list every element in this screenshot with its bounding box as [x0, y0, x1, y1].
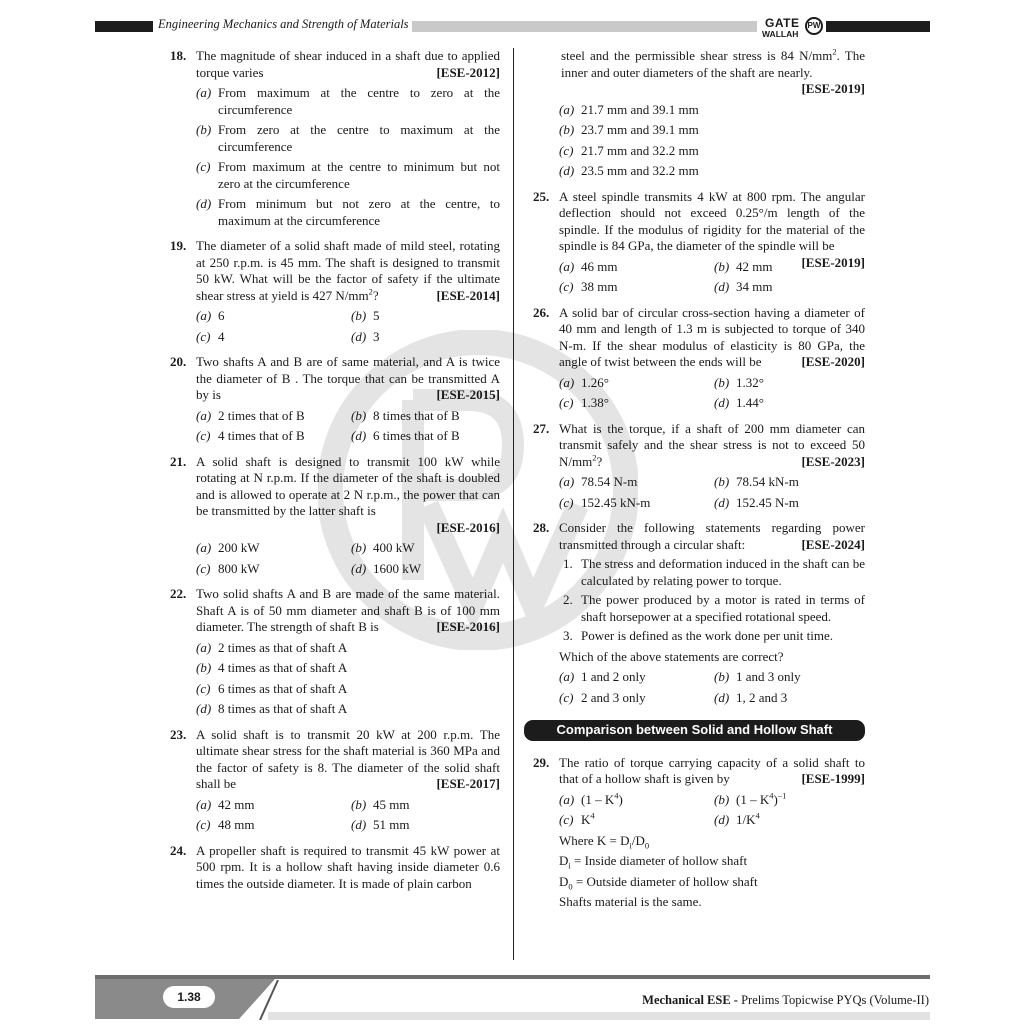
option-a: (a) From maximum at the centre to zero at the circumference [196, 85, 500, 117]
question-24 [170, 843, 500, 893]
options-list [196, 640, 500, 718]
header-book-title: Engineering Mechanics and Strength of Materials [158, 17, 409, 31]
option-c: (c) 2 and 3 only [559, 689, 646, 705]
option-a: (a) 2 times as that of shaft A [196, 639, 348, 655]
option-d: (d) 1.44° [714, 395, 764, 410]
option-a: (a) 1 and 2 only [559, 669, 646, 684]
option-b: (b) 4 times as that of shaft A [196, 660, 348, 675]
option-a: (a) $(1 - K^4)$ [559, 790, 623, 807]
exam-reference: [ESE-2023] [801, 453, 865, 469]
statement-2: 2. The power produced by a motor is rated in terms of shaft horsepower at a specified rotational speed. [563, 592, 865, 624]
option-c: (c) 1.38° [559, 395, 609, 410]
options-list [559, 102, 865, 180]
section-heading: Comparison between Solid and Hollow Shaft [524, 720, 865, 741]
option-c: (c) 48 mm [196, 817, 255, 832]
option-c: (c) 4 [196, 328, 225, 344]
statement-1: 1. The stress and deformation induced in the shaft can be calculated by relating power to torque. [563, 556, 865, 588]
option-c: (c) $K^4$ [559, 810, 595, 827]
inside-diameter-definition: $D_i$ = Inside diameter of hollow shaft [559, 853, 748, 871]
footer-book-title: Mechanical ESE - Prelims Topicwise PYQs (Volume-II) [642, 993, 929, 1007]
options-grid [559, 474, 865, 511]
right-column [533, 48, 865, 920]
question-text: The diameter of a solid shaft made of mild steel, rotating at 250 r.p.m. is 45 mm. The shaft is designed to transmit 50 kW. What will be the factor of safety if the ultimate shear stress at yield is 427 $N/mm^2$? [ESE-2014] [196, 238, 500, 303]
question-number: 20. [170, 354, 187, 369]
outside-diameter-definition: $D_0$ = Outside diameter of hollow shaft [559, 873, 758, 892]
gate-wallah-logo [762, 14, 824, 40]
page-number: 1.38 [163, 986, 215, 1008]
statements-list [559, 556, 865, 645]
options-grid [196, 308, 500, 345]
question-21 [170, 454, 500, 578]
option-b: (b) 78.54 kN-m [714, 474, 799, 489]
question-text: A solid bar of circular cross-section having a diameter of 40 mm and length of 1.3 m is subjected to torque of 340 N-m. If the shear modulus of elasticity is 80 GPa, the angle of twist between the ends will be [ESE-2020] [559, 304, 865, 369]
question-number: 19. [170, 238, 187, 253]
pw-badge-icon: PW [805, 17, 823, 35]
option-d: (d) 3 [351, 328, 380, 344]
option-b: (b) 45 mm [351, 796, 410, 812]
question-18 [170, 48, 500, 229]
column-divider [513, 48, 514, 960]
exam-reference: [ESE-1999] [801, 771, 865, 786]
question-24-continued [533, 48, 865, 180]
options-grid [559, 669, 865, 706]
material-note: Shafts material is the same. [559, 894, 702, 909]
exam-reference: [ESE-2016] [436, 619, 500, 634]
exam-reference: [ESE-2019] [801, 254, 865, 270]
question-19 [170, 238, 500, 345]
options-grid [196, 797, 500, 834]
option-d: (d) 51 mm [351, 817, 410, 832]
left-column [170, 48, 500, 901]
option-c: (c) 152.45 kN-m [559, 494, 651, 510]
question-number: 24. [170, 842, 187, 858]
option-b: (b) 1.32° [714, 374, 764, 390]
question-number: 25. [533, 188, 550, 204]
question-27 [533, 421, 865, 512]
option-b: (b) 400 kW [351, 540, 415, 555]
option-a: (a) 200 kW [196, 540, 260, 555]
exam-reference: [ESE-2024] [801, 536, 865, 552]
question-text: Two shafts A and B are of same material, and A is twice the diameter of B . The torque that can be transmitted A by is [ESE-2015] [196, 354, 500, 402]
header-bar-right [826, 21, 930, 32]
option-a: (a) 78.54 N-m [559, 474, 638, 489]
options-grid [559, 792, 865, 829]
option-a: (a) 6 [196, 308, 225, 323]
exam-reference: [ESE-2012] [436, 64, 500, 80]
question-prompt: Which of the above statements are correct? [559, 648, 784, 664]
option-d: (d) 152.45 N-m [714, 494, 799, 510]
option-b: (b) 8 times that of B [351, 407, 460, 423]
option-a: (a) 21.7 mm and 39.1 mm [559, 101, 699, 117]
option-b: (b) $(1 - K^4)^{-1}$ [714, 790, 787, 807]
option-b: (b) 1 and 3 only [714, 669, 801, 684]
where-k-definition: Where $K = D_i/D_0$ [559, 832, 650, 851]
exam-reference: [ESE-2019] [801, 81, 865, 96]
option-b: (b) 42 mm [714, 258, 773, 274]
question-text: The ratio of torque carrying capacity of a solid shaft to that of a hollow shaft is given by [ESE-1999] [559, 754, 865, 786]
option-a: (a) 1.26° [559, 374, 609, 390]
question-number: 29. [533, 754, 550, 770]
option-d: (d) 34 mm [714, 279, 773, 294]
question-20 [170, 354, 500, 445]
option-d: (d) $1/K^4$ [714, 810, 760, 827]
option-a: (a) 2 times that of B [196, 407, 305, 423]
option-d: (d) From minimum but not zero at the centre, to maximum at the circumference [196, 196, 500, 228]
footer-rule [95, 975, 930, 979]
question-text: A solid shaft is to transmit 20 kW at 200 r.p.m. The ultimate shear stress for the shaft material is 360 MPa and the factor of safety is 8. The diameter of the solid shaft shall be [ESE-2017] [196, 726, 500, 791]
option-a: (a) 46 mm [559, 258, 618, 274]
question-29 [533, 755, 865, 911]
logo-text-bottom: WALLAH [762, 29, 799, 39]
options-list [196, 85, 500, 229]
question-text: The magnitude of shear induced in a shaft due to applied torque varies [ESE-2012] [196, 48, 500, 80]
option-d: (d) 1600 kW [351, 560, 422, 576]
logo-text-top: GATE [765, 16, 800, 30]
options-grid [196, 540, 500, 577]
option-b: (b) 5 [351, 308, 380, 323]
question-number: 22. [170, 586, 187, 601]
option-b: (b) 23.7 mm and 39.1 mm [559, 122, 699, 137]
question-number: 21. [170, 453, 187, 469]
question-number: 18. [170, 48, 187, 63]
exam-reference: [ESE-2017] [436, 776, 500, 791]
exam-reference: [ESE-2020] [801, 354, 865, 369]
question-text: A solid shaft is designed to transmit 100 kW while rotating at N r.p.m. If the diameter of the shaft is doubled and is allowed to operate at 2 N r.p.m., the power that can be transmitted by the latter shaft is [196, 453, 500, 518]
option-a: (a) 42 mm [196, 796, 255, 812]
option-c: (c) 800 kW [196, 560, 260, 576]
option-c: (c) 21.7 mm and 32.2 mm [559, 142, 699, 158]
option-c: (c) 38 mm [559, 279, 618, 294]
question-23 [170, 727, 500, 834]
question-number: 27. [533, 420, 550, 436]
question-number: 28. [533, 520, 550, 535]
option-d: (d) 23.5 mm and 32.2 mm [559, 163, 699, 178]
options-grid [196, 408, 500, 445]
header-bar-left [95, 21, 153, 32]
option-d: (d) 1, 2 and 3 [714, 689, 788, 705]
header-bar-gray [412, 21, 757, 32]
exam-reference: [ESE-2016] [436, 519, 500, 535]
options-grid [559, 259, 793, 296]
question-number: 26. [533, 304, 550, 320]
question-number: 23. [170, 726, 187, 742]
option-d: (d) 6 times that of B [351, 428, 460, 443]
question-text: What is the torque, if a shaft of 200 mm diameter can transmit safely and the shear stress is not to exceed 50 $N/mm^2$? [ESE-2023] [559, 420, 865, 469]
exam-reference: [ESE-2014] [436, 287, 500, 303]
option-c: (c) 6 times as that of shaft A [196, 680, 348, 696]
question-text: A propeller shaft is required to transmit 45 kW power at 500 rpm. It is a hollow shaft having inside diameter 0.6 times the outside diameter. It is made of plain carbon [196, 842, 500, 891]
options-grid [559, 375, 865, 412]
question-text: Consider the following statements regarding power transmitted through a circular shaft: [ESE-2024] [559, 520, 865, 552]
exam-reference: [ESE-2015] [436, 387, 500, 402]
option-c: (c) 4 times that of B [196, 428, 305, 443]
question-28 [533, 520, 865, 706]
question-25 [533, 189, 865, 296]
statement-3: 3. Power is defined as the work done per unit time. [563, 628, 833, 643]
question-text: Two solid shafts A and B are made of the same material. Shaft A is of 50 mm diameter and shaft B is of 100 mm diameter. The strength of shaft B is [ESE-2016] [196, 586, 500, 634]
question-text: steel and the permissible shear stress is 84 $N/mm^2$. The inner and outer diameters of the shaft are nearly. [561, 46, 865, 80]
footer-bar-light [268, 1012, 930, 1020]
option-b: (b) From zero at the centre to maximum at the circumference [196, 122, 500, 154]
question-text: A steel spindle transmits 4 kW at 800 rpm. The angular deflection should not exceed 0.25°/m length of the spindle. If the modulus of rigidity for the material of the spindle is 84 GPa, the diameter of the spindle will be [ESE-2019] [559, 188, 865, 270]
question-26 [533, 305, 865, 412]
option-c: (c) From maximum at the centre to minimum but not zero at the circumference [196, 159, 500, 191]
question-22 [170, 586, 500, 718]
option-d: (d) 8 times as that of shaft A [196, 701, 348, 716]
